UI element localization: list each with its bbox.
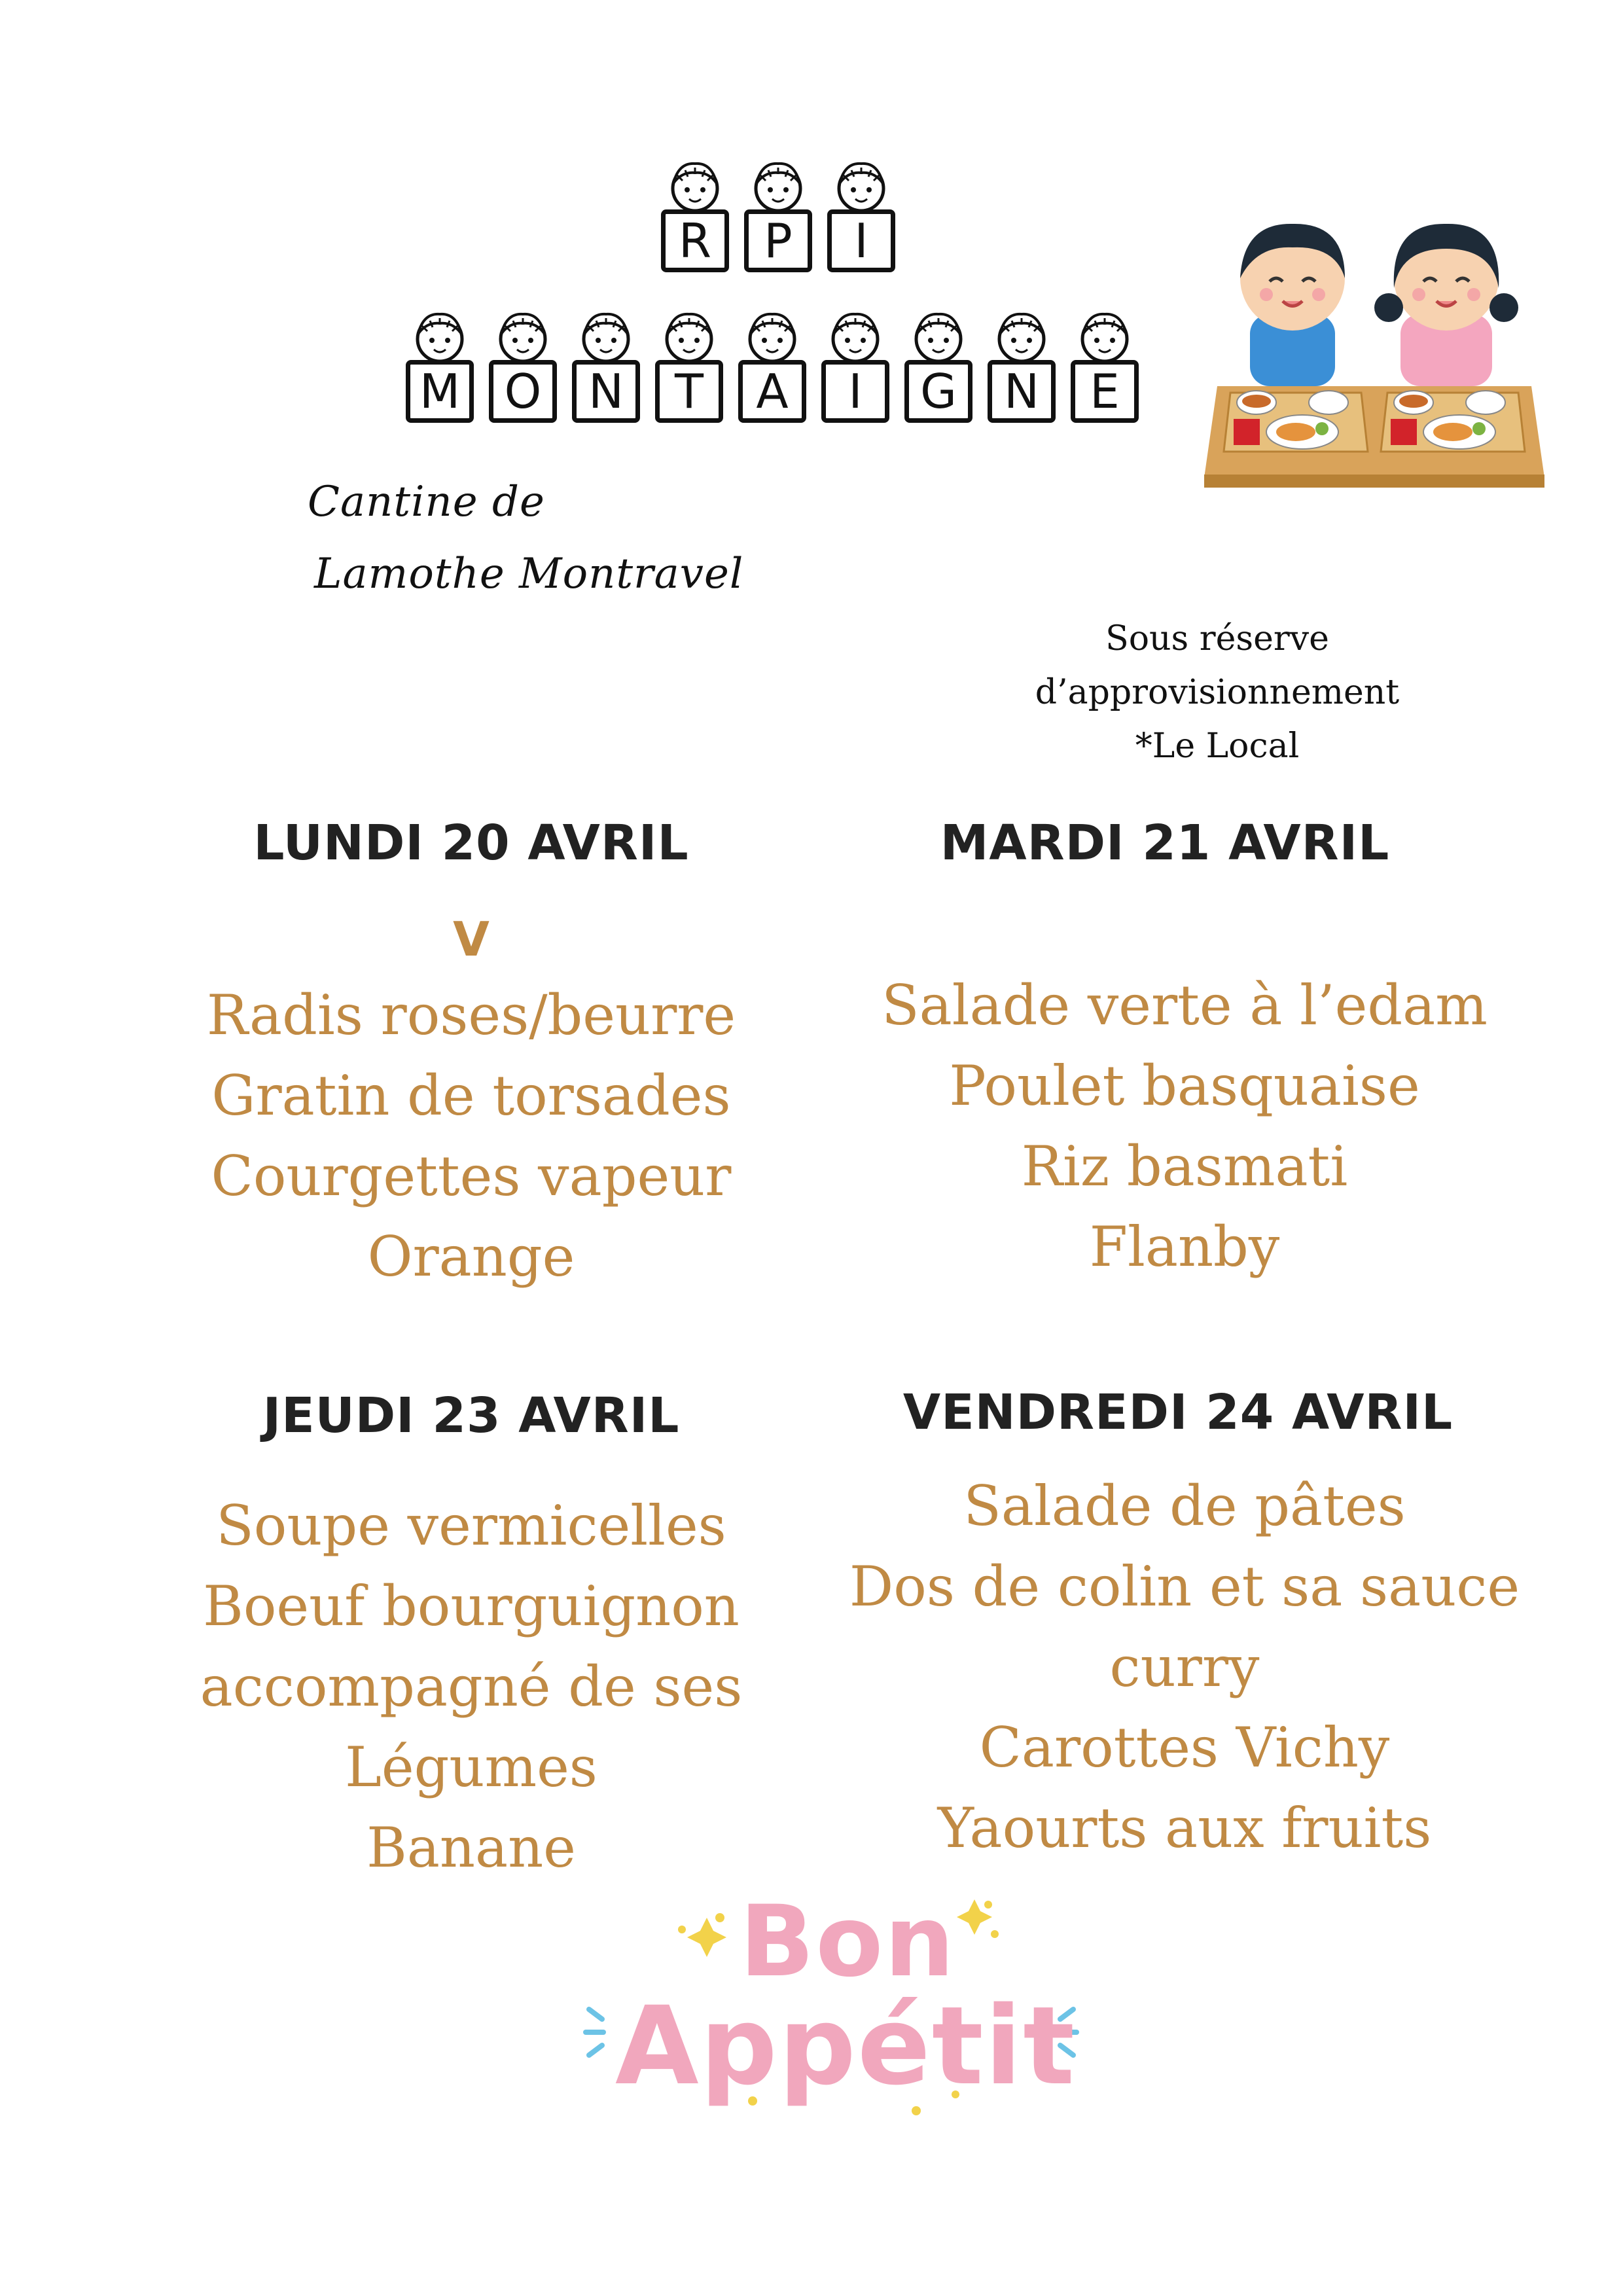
dish-item: Radis roses/beurre <box>206 983 736 1047</box>
day-title-thursday: JEUDI 23 AVRIL <box>262 1388 680 1444</box>
logo-kid-head <box>1075 308 1134 368</box>
subtitle-line1: Cantine de <box>308 478 545 526</box>
dish-item: Riz basmati <box>1021 1134 1348 1198</box>
logo-letter: A <box>738 360 806 423</box>
dish-item: Salade de pâtes <box>963 1474 1406 1538</box>
appetit-text: Appétit <box>615 1983 1077 2109</box>
logo-letter: E <box>1071 360 1139 423</box>
dish-item: Salade verte à l’edam <box>882 973 1488 1037</box>
logo-kid-head <box>832 157 891 217</box>
menu-friday <box>838 1466 1531 1869</box>
dish-item: Banane <box>366 1816 576 1880</box>
dish-item: Dos de colin et sa sauce <box>849 1554 1520 1619</box>
day-title-tuesday: MARDI 21 AVRIL <box>940 815 1390 871</box>
note-line1: Sous réserve <box>1105 619 1329 658</box>
dish-item: Poulet basquaise <box>949 1054 1420 1118</box>
bon-text: Bon <box>740 1885 956 1999</box>
logo-kid-head <box>743 308 802 368</box>
dish-item: Légumes <box>345 1735 597 1799</box>
logo-letter: P <box>744 209 812 272</box>
rpi-montaigne-logo <box>393 151 1165 445</box>
logo-kid-head <box>410 308 469 368</box>
logo-letter: M <box>406 360 474 423</box>
day-title-monday: LUNDI 20 AVRIL <box>253 815 689 871</box>
dish-item: Courgettes vapeur <box>211 1144 732 1208</box>
logo-kid-head <box>909 308 968 368</box>
dish-item: Boeuf bourguignon <box>203 1574 740 1638</box>
note-line3: *Le Local <box>1135 726 1300 766</box>
logo-kid-head <box>826 308 885 368</box>
vegetarian-mark: V <box>453 912 490 967</box>
dish-item: Carottes Vichy <box>979 1715 1390 1780</box>
dish-item: Flanby <box>1089 1215 1280 1279</box>
logo-letter: T <box>655 360 723 423</box>
dish-item: Gratin de torsades <box>211 1064 731 1128</box>
logo-letter: I <box>827 209 895 272</box>
menu-thursday <box>124 1486 818 1888</box>
logo-letter: G <box>904 360 972 423</box>
subtitle-line2: Lamothe Montravel <box>314 550 744 598</box>
dish-item: curry <box>1109 1635 1260 1699</box>
logo-kid-head <box>666 157 724 217</box>
dish-item: Soupe vermicelles <box>216 1494 726 1558</box>
logo-letter: I <box>821 360 889 423</box>
logo-letter: R <box>661 209 729 272</box>
logo-kid-head <box>992 308 1051 368</box>
logo-letter: N <box>988 360 1056 423</box>
children-eating-illustration <box>1204 216 1544 491</box>
menu-tuesday <box>838 965 1531 1287</box>
dish-item: accompagné de ses <box>200 1655 743 1719</box>
bon-appetit-graphic <box>563 1885 1099 2134</box>
logo-kid-head <box>577 308 635 368</box>
supply-note <box>969 612 1466 773</box>
dish-item: Yaourts aux fruits <box>937 1796 1432 1860</box>
day-title-friday: VENDREDI 24 AVRIL <box>902 1384 1454 1441</box>
menu-monday <box>124 903 818 1297</box>
logo-letter: O <box>489 360 557 423</box>
logo-kid-head <box>493 308 552 368</box>
logo-kid-head <box>660 308 719 368</box>
logo-kid-head <box>749 157 808 217</box>
note-line2: d’approvisionnement <box>1035 673 1400 712</box>
dish-item: Orange <box>367 1225 575 1289</box>
logo-letter: N <box>572 360 640 423</box>
